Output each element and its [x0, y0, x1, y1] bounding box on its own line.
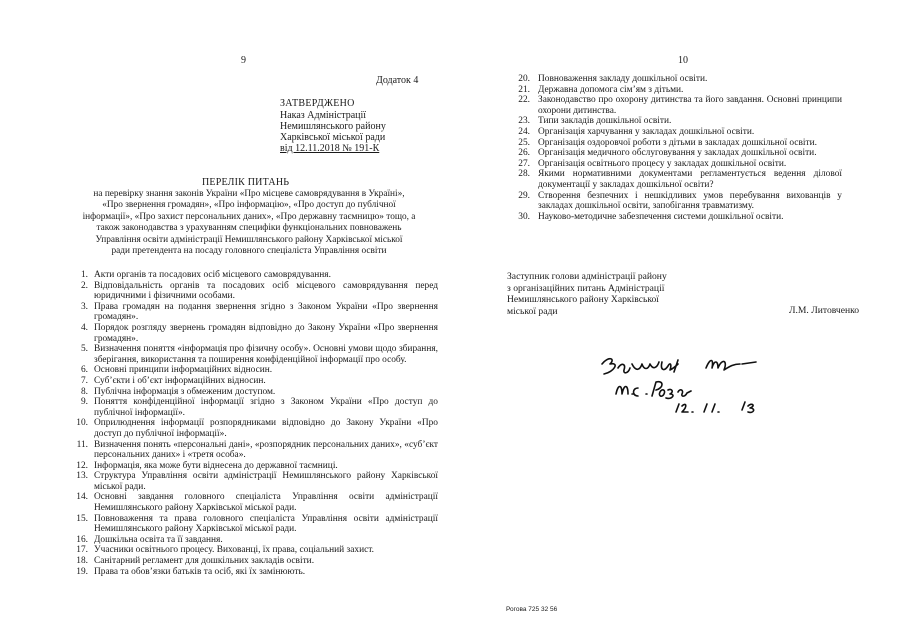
list-item [68, 397, 438, 418]
signatory-position: Немишлянського району Харківської [507, 294, 659, 305]
item-number: 21. [518, 84, 530, 95]
item-text: Типи закладів дошкільної освіти. [538, 116, 672, 127]
list-item [68, 323, 438, 344]
item-number: 25. [518, 137, 530, 148]
item-text: Визначення понять «персональні дані», «розпорядник персональних даних», «суб’єкт персональних даних» і «третя особа». [94, 439, 438, 461]
item-text: Суб’єкти і об’єкт інформаційних відносин. [94, 375, 266, 386]
questions-list [68, 270, 438, 577]
list-item [68, 514, 438, 535]
item-text: Порядок розгляду звернень громадян відповідно до Закону України «Про звернення громадян». [94, 322, 438, 344]
item-number: 8. [80, 386, 88, 397]
item-number: 10. [76, 418, 88, 429]
list-item [68, 461, 438, 472]
item-number: 14. [76, 492, 88, 503]
item-number: 19. [76, 566, 88, 577]
item-text: Структура Управління освіти адміністрації Немишлянського району Харківської міської ради. [94, 471, 438, 492]
item-text: Оприлюднення інформації розпорядниками відповідно до Закону України «Про доступ до публічної інформації». [94, 418, 438, 439]
list-item [68, 492, 438, 513]
item-text: Державна допомога сім’ям з дітьми. [538, 84, 684, 95]
item-text: Основні принципи інформаційних відносин. [94, 365, 273, 376]
list-item [68, 556, 438, 567]
item-number: 18. [76, 556, 88, 567]
item-number: 26. [518, 148, 530, 159]
intro-line: також законодавства з урахуванням специфіки функціональних повноважень [96, 223, 402, 234]
item-number: 24. [518, 126, 530, 137]
item-number: 5. [80, 344, 88, 355]
item-text: Акти органів та посадових осіб місцевого самоврядування. [94, 270, 331, 280]
signatory-position: з організаційних питань Адміністрації [507, 282, 665, 294]
item-number: 29. [518, 190, 530, 201]
item-text: Відповідальність органів та посадових осіб місцевого самоврядування перед юридичними і фізичними особами. [94, 280, 438, 302]
item-text: Законодавство про охорону дитинства та його завдання. Основні принципи охорони дитинства. [538, 95, 842, 116]
list-item [68, 418, 438, 439]
list-item [510, 95, 842, 116]
list-item [68, 471, 438, 492]
item-number: 20. [518, 74, 530, 84]
item-number: 30. [518, 211, 530, 222]
list-item [68, 344, 438, 365]
item-number: 17. [76, 545, 88, 556]
item-text: Публічна інформація з обмеженим доступом. [94, 386, 276, 397]
intro-line: ради претендента на посаду головного спеціаліста Управління освіти [111, 246, 387, 257]
item-number: 22. [518, 95, 530, 106]
approval-date-number: від 12.11.2018 № 191-К [280, 143, 380, 154]
signatory-position: Заступник голови адміністрації району [507, 271, 667, 282]
signature-block [507, 271, 667, 317]
item-number: 16. [76, 534, 88, 545]
list-item [510, 159, 842, 170]
right-page [453, 0, 906, 637]
item-text: Поняття конфіденційної інформації згідно з Законом України «Про доступ до публічної інформації». [94, 397, 438, 418]
item-number: 15. [76, 513, 88, 524]
list-item [510, 74, 842, 85]
item-number: 23. [518, 116, 530, 127]
item-text: Основні завдання головного спеціаліста Управління освіти адміністрації Немишлянського району Харківської міської ради. [94, 492, 438, 514]
questions-list-continued [510, 74, 842, 222]
approval-line: Харківської міської ради [280, 132, 386, 143]
item-number: 6. [80, 365, 88, 376]
list-item [68, 302, 438, 323]
list-item [68, 376, 438, 387]
list-item [68, 567, 438, 578]
item-text: Права та обов’язки батьків та осіб, які їх замінюють. [94, 566, 306, 577]
item-number: 2. [80, 280, 88, 291]
item-number: 13. [76, 471, 88, 482]
intro-text [60, 189, 438, 257]
intro-line: на перевірку знання законів України «Про місцеве самоврядування в Україні», [93, 189, 405, 199]
item-text: Організація медичного обслуговування у закладах дошкільної освіти. [538, 148, 817, 159]
handwritten-signature-icon [596, 350, 786, 420]
signatory-name: Л.М. Литовченко [789, 305, 860, 316]
footer-note: Рогова 725 32 56 [506, 606, 558, 613]
item-text: Повноваження закладу дошкільної освіти. [538, 74, 708, 84]
item-number: 28. [518, 169, 530, 180]
item-number: 3. [80, 301, 88, 312]
approval-title: ЗАТВЕРДЖЕНО [280, 98, 355, 109]
item-text: Організація освітнього процесу у закладах дошкільної освіти. [538, 158, 787, 169]
page-number: 10 [678, 55, 688, 66]
item-text: Дошкільна освіта та її завдання. [94, 534, 223, 545]
list-item [68, 535, 438, 546]
page-number: 9 [241, 55, 246, 66]
item-text: Визначення поняття «інформація про фізичну особу». Основні умови щодо збирання, зберігання, використання та поширення конфіденційної інформації про особу. [94, 344, 438, 365]
item-text: Повноваження та права головного спеціаліста Управління освіти адміністрації Немишлянського району Харківської міської ради. [94, 513, 438, 535]
item-number: 7. [80, 375, 88, 386]
list-item [68, 545, 438, 556]
item-number: 11. [76, 439, 88, 450]
approval-line: Немишлянського району [280, 121, 386, 132]
item-text: Права громадян на подання звернення згідно з Законом України «Про звернення громадян». [94, 301, 438, 323]
item-text: Створення безпечних і нешкідливих умов перебування вихованців у закладах дошкільної освіти, запобігання травматизму. [538, 190, 842, 212]
item-text: Організація оздоровчої роботи з дітьми в закладах дошкільної освіти. [538, 137, 817, 148]
signatory-position: міської ради [507, 305, 558, 317]
item-number: 27. [518, 158, 530, 169]
list-item [510, 212, 842, 223]
list-item [510, 138, 842, 149]
item-text: Науково-методичне забезпечення системи дошкільної освіти. [538, 211, 784, 222]
item-number: 4. [80, 322, 88, 333]
list-item [68, 365, 438, 376]
item-number: 9. [80, 397, 88, 408]
document-title: ПЕРЕЛІК ПИТАНЬ [202, 177, 290, 188]
list-item [510, 191, 842, 212]
list-item [510, 116, 842, 127]
list-item [68, 281, 438, 302]
approval-line: Наказ Адміністрації [280, 110, 367, 121]
list-item [68, 270, 438, 281]
item-text: Інформація, яка може бути віднесена до державної таємниці. [94, 460, 338, 471]
list-item [510, 169, 842, 190]
item-text: Організація харчування у закладах дошкільної освіти. [538, 126, 755, 137]
intro-line: Управління освіти адміністрації Немишлянського району Харківської міської [95, 234, 403, 245]
list-item [510, 127, 842, 138]
appendix-label: Додаток 4 [376, 75, 419, 86]
item-text: Санітарний регламент для дошкільних закладів освіти. [94, 556, 315, 567]
intro-line: інформації», «Про захист персональних даних», «Про державну таємницю» тощо, а [82, 211, 416, 222]
list-item [68, 387, 438, 398]
list-item [68, 440, 438, 461]
item-text: Учасники освітнього процесу. Вихованці, їх права, соціальний захист. [94, 545, 374, 556]
item-text: Якими нормативними документами регламентується ведення ділової документації у закладах дошкільної освіти? [538, 169, 842, 190]
list-item [510, 148, 842, 159]
item-number: 12. [76, 460, 88, 471]
list-item [510, 85, 842, 96]
intro-line: «Про звернення громадян», «Про інформацію», «Про доступ до публічної [102, 200, 396, 211]
item-number: 1. [80, 270, 88, 280]
